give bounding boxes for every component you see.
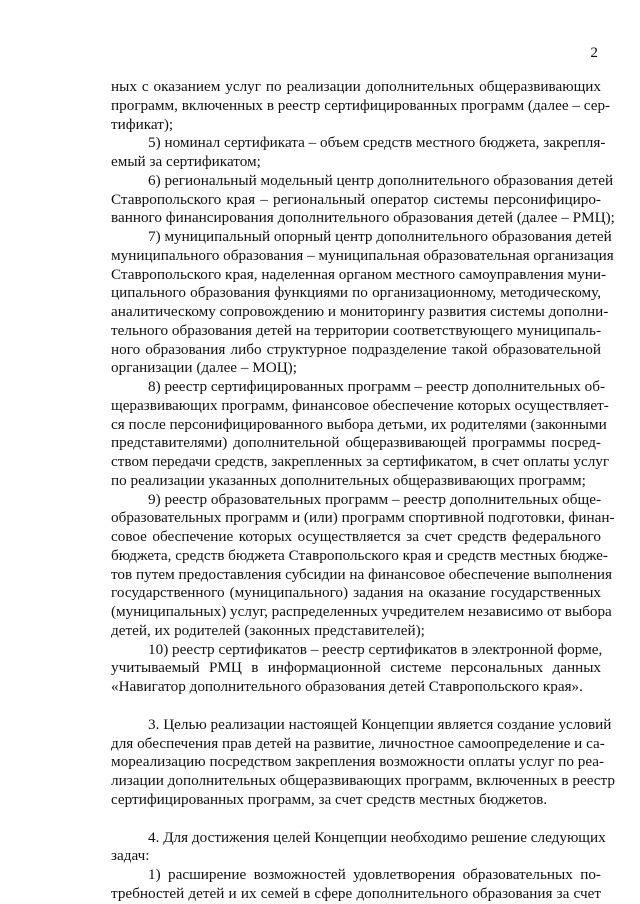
text-line: учитываемый РМЦ в информационной системе персональных данных xyxy=(111,659,601,677)
page-number: 2 xyxy=(590,44,598,61)
text-line: «Навигатор дополнительного образования детей Ставропольского края». xyxy=(111,678,583,695)
text-line: ного образования либо структурное подразделение такой образовательной xyxy=(111,340,601,358)
text-line: 6) региональный модельный центр дополнительного образования детей xyxy=(148,171,614,189)
text-line: образовательных программ и (или) программ спортивной подготовки, финан- xyxy=(111,509,615,527)
text-line: аналитическому сопровождению и мониторингу развития системы дополни- xyxy=(111,303,609,320)
document-body xyxy=(111,78,615,904)
paragraph xyxy=(111,866,601,904)
text-line: 10) реестр сертификатов – реестр сертификатов в электронной форме, xyxy=(148,640,603,658)
text-line: мореализацию посредством закрепления возможности оплаты услуг по реа- xyxy=(111,753,605,771)
text-line: представителями) дополнительной общеразвивающей программы посред- xyxy=(111,434,601,452)
text-line: организации (далее – МОЦ); xyxy=(111,359,297,377)
text-line: Ставропольского края – региональный оператор системы персонифициро- xyxy=(111,190,601,208)
text-line: 3. Целью реализации настоящей Концепции является создание условий xyxy=(148,715,612,733)
text-line: 7) муниципальный опорный центр дополнительного образования детей xyxy=(148,228,612,245)
text-line: детей, их родителей (законных представителей); xyxy=(111,621,425,639)
text-line: 9) реестр образовательных программ – реестр дополнительных обще- xyxy=(148,490,601,508)
text-line: (муниципальных) услуг, распределенных учредителем независимо от выбора xyxy=(111,603,612,620)
paragraph xyxy=(111,378,610,491)
paragraph xyxy=(111,828,606,867)
paragraph xyxy=(111,641,601,697)
text-line: ных с оказанием услуг по реализации дополнительных общеразвивающих xyxy=(111,78,601,95)
text-line: емый за сертификатом; xyxy=(111,153,261,170)
text-line: 4. Для достижения целей Концепции необходимо решение следующих xyxy=(148,828,606,846)
text-line: 1) расширение возможностей удовлетворения образовательных по- xyxy=(148,866,601,883)
text-line: программ, включенных в реестр сертифицированных программ (далее – сер- xyxy=(111,96,611,114)
paragraph xyxy=(111,78,611,134)
paragraph xyxy=(111,171,615,228)
text-line: тов путем предоставления субсидии на финансовое обеспечение выполнения xyxy=(111,565,612,583)
text-line: требностей детей и их семей в сфере дополнительного образования за счет xyxy=(111,884,601,902)
text-line: сертифицированных программ, за счет средств местных бюджетов. xyxy=(111,790,548,808)
text-line: ством передачи средств, закрепленных за сертификатом, в счет оплаты услуг xyxy=(111,453,610,470)
text-line: щеразвивающих программ, финансовое обеспечение которых осуществляет- xyxy=(111,396,609,414)
paragraph xyxy=(111,134,606,172)
paragraph xyxy=(111,228,614,378)
text-line: задач: xyxy=(111,847,150,865)
text-line: ся после персонифицированного выбора детьми, их родителями (законными xyxy=(111,415,607,433)
paragraph-gap xyxy=(111,697,601,716)
text-line: для обеспечения прав детей на развитие, личностное самоопределение и са- xyxy=(111,734,605,752)
text-line: Ставропольского края, наделенная органом местного самоуправления муни- xyxy=(111,265,607,283)
text-line: по реализации указанных дополнительных общеразвивающих программ; xyxy=(111,471,586,489)
text-line: ципального образования функциями по организационному, методическому, xyxy=(111,284,601,302)
text-line: ванного финансирования дополнительного образования детей (далее – РМЦ); xyxy=(111,209,615,227)
text-line: бюджета, средств бюджета Ставропольского края и средств местных бюдже- xyxy=(111,546,608,564)
text-line: тификат); xyxy=(111,115,174,133)
text-line: муниципального образования – муниципальная образовательная организация xyxy=(111,246,614,264)
text-line: совое обеспечение которых осуществляется за счет средств федерального xyxy=(111,528,601,545)
paragraph xyxy=(111,715,615,810)
text-line: 5) номинал сертификата – объем средств местного бюджета, закрепля- xyxy=(148,134,606,152)
text-line: 8) реестр сертифицированных программ – реестр дополнительных об- xyxy=(148,378,606,395)
text-line: тельного образования детей на территории соответствующего муниципаль- xyxy=(111,321,601,339)
text-line: государственного (муниципального) задания на оказание государственных xyxy=(111,584,601,602)
text-line: лизации дополнительных общеразвивающих программ, включенных в реестр xyxy=(111,772,615,789)
paragraph-gap xyxy=(111,810,601,829)
paragraph xyxy=(111,490,615,641)
